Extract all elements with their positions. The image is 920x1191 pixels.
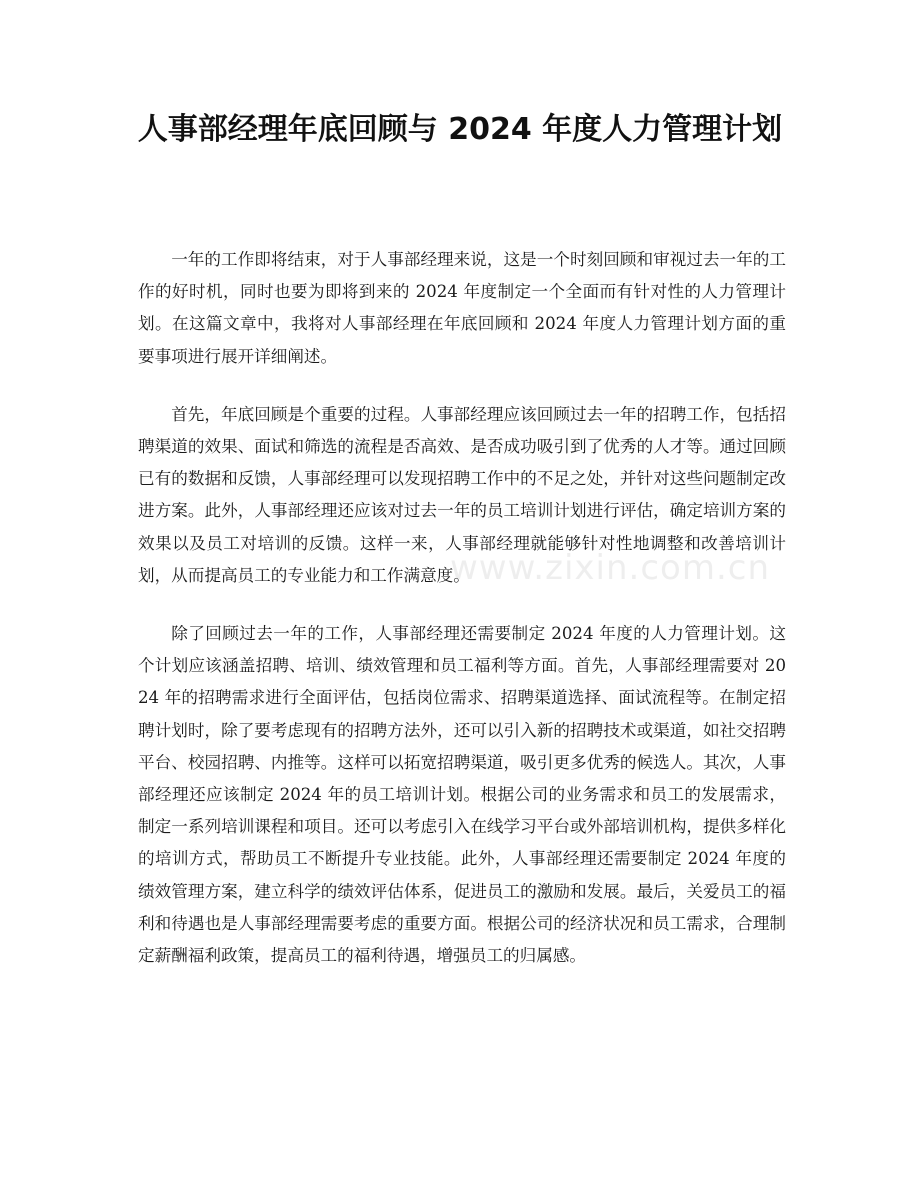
watermark-text: www.zixin.com.cn bbox=[450, 548, 770, 588]
document-body bbox=[138, 244, 786, 998]
document-title: 人事部经理年底回顾与 2024 年度人力管理计划 bbox=[137, 112, 783, 147]
paragraph-2024-plan: 除了回顾过去一年的工作，人事部经理还需要制定 2024 年度的人力管理计划。这个计划应该涵盖招聘、培训、绩效管理和员工福利等方面。首先，人事部经理需要对 2024 年的招聘需求进行全面评估，包括岗位需求、招聘渠道选择、面试流程等。在制定招聘计划时，除了要考虑现有的招聘方法外，还可以引入新的招聘技术或渠道，如社交招聘平台、校园招聘、内推等。这样可以拓宽招聘渠道，吸引更多优秀的候选人。其次，人事部经理还应该制定 2024 年的员工培训计划。根据公司的业务需求和员工的发展需求，制定一系列培训课程和项目。还可以考虑引入在线学习平台或外部培训机构，提供多样化的培训方式，帮助员工不断提升专业技能。此外，人事部经理还需要制定 2024 年度的绩效管理方案，建立科学的绩效评估体系，促进员工的激励和发展。最后，关爱员工的福利和待遇也是人事部经理需要考虑的重要方面。根据公司的经济状况和员工需求，合理制定薪酬福利政策，提高员工的福利待遇，增强员工的归属感。 bbox=[138, 624, 786, 966]
paragraph-year-end-review: 首先，年底回顾是个重要的过程。人事部经理应该回顾过去一年的招聘工作，包括招聘渠道的效果、面试和筛选的流程是否高效、是否成功吸引到了优秀的人才等。通过回顾已有的数据和反馈，人事部经理可以发现招聘工作中的不足之处，并针对这些问题制定改进方案。此外，人事部经理还应该对过去一年的员工培训计划进行评估，确定培训方案的效果以及员工对培训的反馈。这样一来，人事部经理就能够针对性地调整和改善培训计划，从而提高员工的专业能力和工作满意度。 bbox=[138, 404, 786, 585]
paragraph-intro: 一年的工作即将结束，对于人事部经理来说，这是一个时刻回顾和审视过去一年的工作的好时机，同时也要为即将到来的 2024 年度制定一个全面而有针对性的人力管理计划。在这篇文章中，我将对人事部经理在年底回顾和 2024 年度人力管理计划方面的重要事项进行展开详细阐述。 bbox=[138, 250, 786, 366]
